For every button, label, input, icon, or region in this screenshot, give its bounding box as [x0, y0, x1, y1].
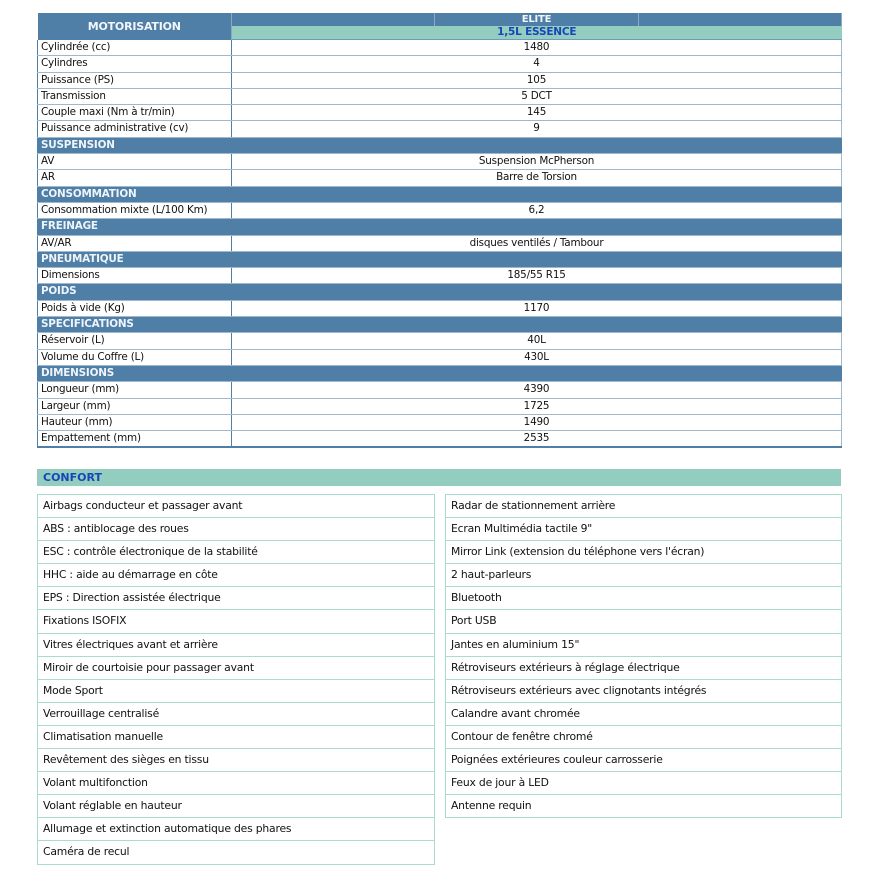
- spec-value: 4: [232, 56, 842, 72]
- table-row: [38, 40, 842, 56]
- list-item: Rétroviseurs extérieurs à réglage électrique: [446, 657, 841, 680]
- motorisation-header: MOTORISATION: [38, 13, 232, 40]
- confort-title: CONFORT: [43, 471, 102, 484]
- spec-value: 145: [232, 105, 842, 121]
- list-item: Revêtement des sièges en tissu: [38, 749, 434, 772]
- section-title: DIMENSIONS: [38, 365, 842, 381]
- spec-value: 1725: [232, 398, 842, 414]
- spec-value: 185/55 R15: [232, 268, 842, 284]
- engine-header: 1,5L ESSENCE: [232, 26, 842, 40]
- list-item: Vitres électriques avant et arrière: [38, 634, 434, 657]
- list-item: Calandre avant chromée: [446, 703, 841, 726]
- table-row: [38, 88, 842, 104]
- spec-value: 1480: [232, 40, 842, 56]
- spec-label: Réservoir (L): [38, 333, 232, 349]
- list-item: Feux de jour à LED: [446, 772, 841, 795]
- table-row: [38, 268, 842, 284]
- confort-header: [37, 469, 841, 486]
- table-row: [38, 170, 842, 186]
- list-item: Caméra de recul: [43, 845, 130, 859]
- confort-list-right: [445, 494, 842, 818]
- section-header-poids: [38, 284, 842, 300]
- spec-value: disques ventilés / Tambour: [232, 235, 842, 251]
- spec-label: Puissance administrative (cv): [38, 121, 232, 137]
- list-item: ABS : antiblocage des roues: [38, 518, 434, 541]
- spec-label: Transmission: [38, 88, 232, 104]
- table-row: [38, 154, 842, 170]
- spec-label: AV/AR: [38, 235, 232, 251]
- spec-value: 6,2: [232, 202, 842, 218]
- spec-label: Couple maxi (Nm à tr/min): [38, 105, 232, 121]
- list-item: Jantes en aluminium 15": [446, 634, 841, 657]
- section-title: FREINAGE: [38, 219, 842, 235]
- version-header: ELITE: [435, 13, 639, 26]
- table-row: [38, 72, 842, 88]
- list-item: EPS : Direction assistée électrique: [38, 587, 434, 610]
- list-item: Antenne requin: [451, 799, 532, 813]
- list-item: Mirror Link (extension du téléphone vers l'écran): [446, 541, 841, 564]
- list-item: Climatisation manuelle: [38, 726, 434, 749]
- table-row: [38, 414, 842, 430]
- table-row: [38, 398, 842, 414]
- spec-value: 2535: [232, 431, 842, 448]
- list-item: Volant réglable en hauteur: [38, 795, 434, 818]
- list-item: Contour de fenêtre chromé: [446, 726, 841, 749]
- list-item: 2 haut-parleurs: [446, 564, 841, 587]
- spec-label: Volume du Coffre (L): [38, 349, 232, 365]
- table-row: [38, 121, 842, 137]
- spec-value: 40L: [232, 333, 842, 349]
- list-item: Rétroviseurs extérieurs avec clignotants intégrés: [446, 680, 841, 703]
- list-item: Radar de stationnement arrière: [446, 495, 841, 518]
- spec-value: 4390: [232, 382, 842, 398]
- list-item: Volant multifonction: [38, 772, 434, 795]
- spec-label: Consommation mixte (L/100 Km): [38, 202, 232, 218]
- spec-value: 105: [232, 72, 842, 88]
- spec-label: Puissance (PS): [38, 72, 232, 88]
- spec-label: Largeur (mm): [38, 398, 232, 414]
- table-row: [38, 235, 842, 251]
- section-header-dimensions: [38, 365, 842, 381]
- spec-value: 1170: [232, 300, 842, 316]
- table-row: [38, 349, 842, 365]
- section-title: SPECIFICATIONS: [38, 317, 842, 333]
- section-header-suspension: [38, 137, 842, 153]
- section-header-consommation: [38, 186, 842, 202]
- list-item: Verrouillage centralisé: [38, 703, 434, 726]
- spec-table: [37, 13, 842, 448]
- section-title: SUSPENSION: [38, 137, 842, 153]
- spec-label: Poids à vide (Kg): [38, 300, 232, 316]
- list-item: Fixations ISOFIX: [38, 610, 434, 633]
- spec-value: 5 DCT: [232, 88, 842, 104]
- section-header-specifications: [38, 317, 842, 333]
- section-header-freinage: [38, 219, 842, 235]
- spec-value: Barre de Torsion: [232, 170, 842, 186]
- spec-value: Suspension McPherson: [232, 154, 842, 170]
- section-title: POIDS: [38, 284, 842, 300]
- table-row: [38, 431, 842, 448]
- list-item: Airbags conducteur et passager avant: [38, 495, 434, 518]
- section-title: PNEUMATIQUE: [38, 251, 842, 267]
- spec-label: Longueur (mm): [38, 382, 232, 398]
- confort-list-left: [37, 494, 435, 865]
- spec-value: 9: [232, 121, 842, 137]
- spec-label: AR: [38, 170, 232, 186]
- table-row: [38, 300, 842, 316]
- section-title: CONSOMMATION: [38, 186, 842, 202]
- list-item: Allumage et extinction automatique des phares: [38, 818, 434, 841]
- spec-label: AV: [38, 154, 232, 170]
- list-item: Ecran Multimédia tactile 9": [446, 518, 841, 541]
- table-row: [38, 382, 842, 398]
- header-cell-empty-right: [639, 13, 842, 26]
- spec-label: Cylindrée (cc): [38, 40, 232, 56]
- header-cell-empty-left: [232, 13, 435, 26]
- spec-label: Hauteur (mm): [38, 414, 232, 430]
- table-row: [38, 333, 842, 349]
- section-header-pneumatique: [38, 251, 842, 267]
- list-item: Bluetooth: [446, 587, 841, 610]
- spec-value: 430L: [232, 349, 842, 365]
- list-item: HHC : aide au démarrage en côte: [38, 564, 434, 587]
- table-row: [38, 202, 842, 218]
- list-item: ESC : contrôle électronique de la stabilité: [38, 541, 434, 564]
- spec-value: 1490: [232, 414, 842, 430]
- list-item: Mode Sport: [38, 680, 434, 703]
- spec-label: Empattement (mm): [38, 431, 232, 448]
- list-item: Port USB: [446, 610, 841, 633]
- table-row: [38, 56, 842, 72]
- list-item: Miroir de courtoisie pour passager avant: [38, 657, 434, 680]
- spec-label: Cylindres: [38, 56, 232, 72]
- spec-label: Dimensions: [38, 268, 232, 284]
- list-item: Poignées extérieures couleur carrosserie: [446, 749, 841, 772]
- table-row: [38, 105, 842, 121]
